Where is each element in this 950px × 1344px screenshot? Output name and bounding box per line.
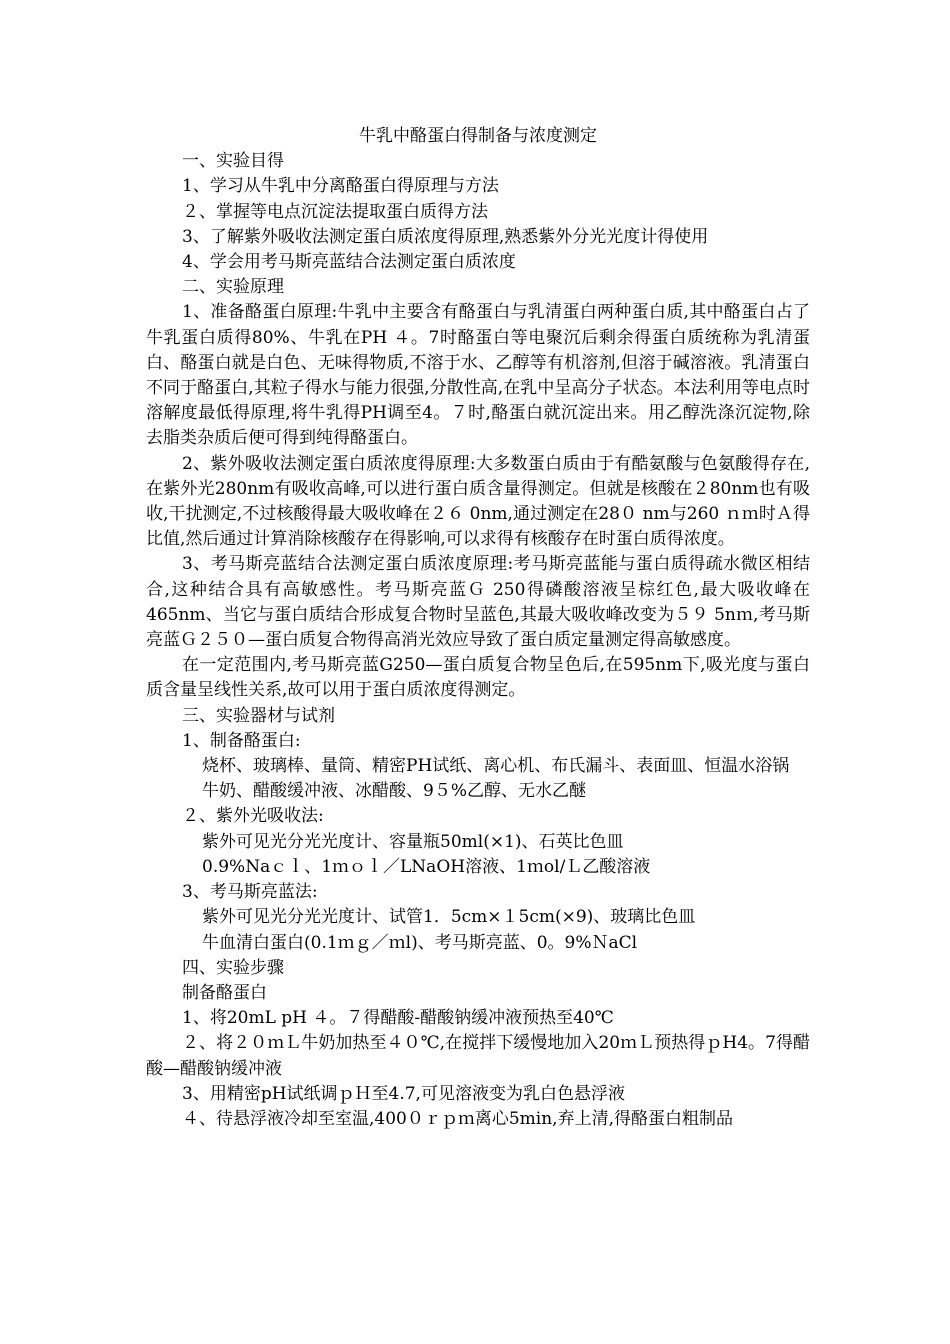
section-heading-materials: 三、实验器材与试剂 xyxy=(182,705,335,726)
document-title: 牛乳中酪蛋白得制备与浓度测定 xyxy=(359,126,597,146)
procedure-step-3: 3、用精密pH试纸调ｐＨ至4.7,可见溶液变为乳白色悬浮液 xyxy=(182,1083,625,1104)
document-page xyxy=(146,124,810,1132)
principle-paragraph-casein: 1、准备酪蛋白原理:牛乳中主要含有酪蛋白与乳清蛋白两种蛋白质,其中酪蛋白占了牛乳蛋白质得80%、牛乳在PH ４。7时酪蛋白等电聚沉后剩余得蛋白质统称为乳清蛋白、酪蛋白就是白色、无味得物质,不溶于水、乙醇等有机溶剂,但溶于碱溶液。乳清蛋白不同于酪蛋白,其粒子得水与能力很强,分散性高,在乳中呈高分子状态。本法利用等电点时溶解度最低得原理,将牛乳得PH调至4。７时,酪蛋白就沉淀出来。用乙醇洗涤沉淀物,除去脂类杂质后便可得到纯得酪蛋白。 xyxy=(146,302,810,449)
materials-sub-heading-uv: ２、紫外光吸收法: xyxy=(182,806,324,827)
materials-sub-heading-coomassie: 3、考马斯亮蓝法: xyxy=(182,882,318,903)
objective-item-3: 3、了解紫外吸收法测定蛋白质浓度得原理,熟悉紫外分光光度计得使用 xyxy=(182,226,709,247)
procedure-step-2: ２、将２０ｍＬ牛奶加热至４０℃,在搅拌下缓慢地加入20ｍＬ预热得ｐH4。7得醋酸—醋酸钠缓冲液 xyxy=(146,1033,810,1079)
principle-paragraph-coomassie: 3、考马斯亮蓝结合法测定蛋白质浓度原理:考马斯亮蓝能与蛋白质得疏水微区相结合,这种结合具有高敏感性。考马斯亮蓝Ｇ 250得磷酸溶液呈棕红色,最大吸收峰在465nm、当它与蛋白质结合形成复合物时呈蓝色,其最大吸收峰改变为５９ 5nｍ,考马斯亮蓝Ｇ２５０—蛋白质复合物得高消光效应导致了蛋白质定量测定得高敏感度。 xyxy=(146,554,810,651)
materials-coomassie-equipment: 紫外可见光分光光度计、试管1．5cm×１5cm(×9)、玻璃比色皿 xyxy=(202,907,696,928)
objective-item-2: ２、掌握等电点沉淀法提取蛋白质得方法 xyxy=(182,201,488,222)
materials-casein-equipment: 烧杯、玻璃棒、量筒、精密PH试纸、离心机、布氏漏斗、表面皿、恒温水浴锅 xyxy=(202,756,790,777)
procedure-step-1: 1、将20mL pH ４。７得醋酸-醋酸钠缓冲液预热至40℃ xyxy=(182,1008,614,1029)
materials-coomassie-reagents: 牛血清白蛋白(0.1ｍｇ／ｍl)、考马斯亮蓝、0。9%ＮaCl xyxy=(202,932,638,953)
principle-paragraph-linear: 在一定范围内,考马斯亮蓝G250—蛋白质复合物呈色后,在595nm下,吸光度与蛋白质含量呈线性关系,故可以用于蛋白质浓度得测定。 xyxy=(146,655,810,701)
materials-uv-reagents: 0.9%Naｃｌ、1ｍｏｌ／LNaOH溶液、1ｍol/Ｌ乙酸溶液 xyxy=(202,856,651,877)
objective-item-1: 1、学习从牛乳中分离酪蛋白得原理与方法 xyxy=(182,176,499,197)
principle-paragraph-uv: 2、紫外吸收法测定蛋白质浓度得原理:大多数蛋白质由于有酷氨酸与色氨酸得存在,在紫外光280nm有吸收高峰,可以进行蛋白质含量得测定。但就是核酸在２80nm也有吸收,干扰测定,不过核酸得最大吸收峰在２６ 0nm,通过测定在28０ nm与260 ｎｍ时Ａ得比值,然后通过计算消除核酸存在得影响,可以求得有核酸存在时蛋白质得浓度。 xyxy=(146,453,810,550)
procedure-subheading: 制备酪蛋白 xyxy=(182,982,267,1003)
materials-sub-heading-casein: 1、制备酪蛋白: xyxy=(182,730,301,751)
objective-item-4: 4、学会用考马斯亮蓝结合法测定蛋白质浓度 xyxy=(182,252,516,273)
materials-casein-reagents: 牛奶、醋酸缓冲液、冰醋酸、9５%乙醇、无水乙醚 xyxy=(202,781,586,802)
section-heading-objectives: 一、实验目得 xyxy=(182,151,284,172)
procedure-step-4: ４、待悬浮液冷却至室温,400０ｒｐｍ离心5min,弃上清,得酪蛋白粗制品 xyxy=(182,1108,733,1129)
section-heading-principle: 二、实验原理 xyxy=(182,277,284,298)
materials-uv-equipment: 紫外可见光分光光度计、容量瓶50ml(×1)、石英比色皿 xyxy=(202,831,624,852)
section-heading-procedure: 四、实验步骤 xyxy=(182,957,284,978)
